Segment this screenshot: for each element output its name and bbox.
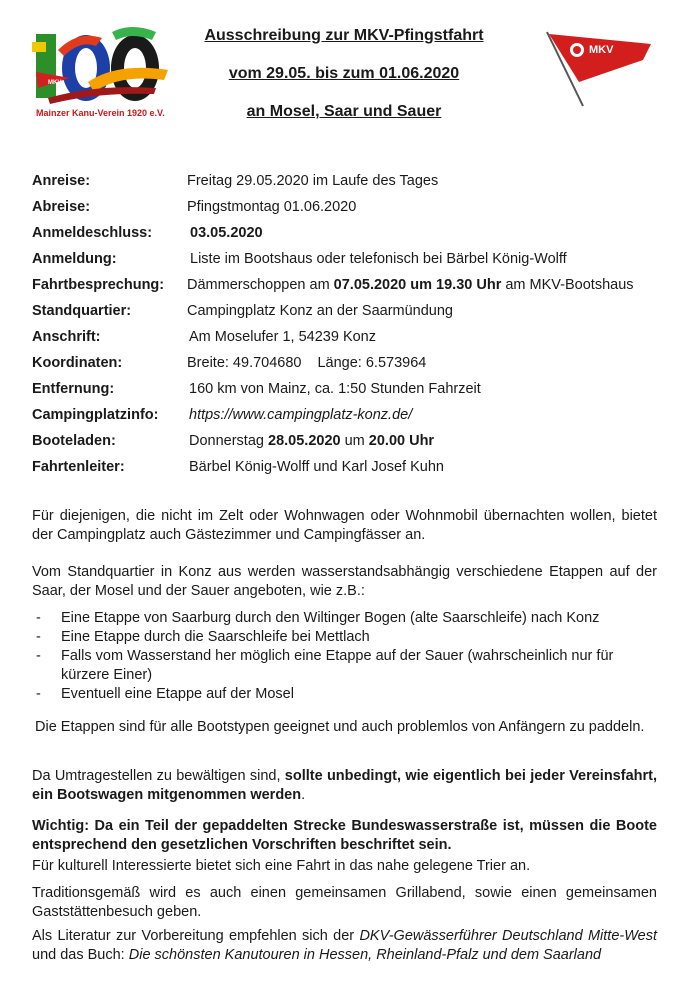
booteladen-value: Donnerstag 28.05.2020 um 20.00 Uhr [189,433,435,449]
paragraph-literatur: Als Literatur zur Vorbereitung empfehlen sich der DKV-Gewässerführer Deutschland Mitte-West und das Buch: Die schönsten Kanutouren in Hessen, Rheinland-Pfalz und dem Saarland [32,928,657,963]
book-title-kanutouren: Die schönsten Kanutouren in Hessen, Rheinland-Pfalz und dem Saarland [128,947,602,963]
list-item: - Falls vom Wasserstand her möglich eine Etappe auf der Sauer (wahrscheinlich nur für kürzere Einer) [36,648,614,683]
anmeldeschluss-value: 03.05.2020 [190,225,263,241]
paragraph-wichtig: Wichtig: Da ein Teil der gepaddelten Strecke Bundeswasserstraße ist, müssen die Boote entsprechend den gesetzlichen Vorschriften beschriftet sein. [32,818,657,853]
paragraph-etappen-intro: Vom Standquartier in Konz aus werden wasserstandsabhängig verschiedene Etappen auf der Saar, der Mosel und der Sauer angeboten, wie z.B.: [32,564,657,599]
anschrift-value: Am Moselufer 1, 54239 Konz [189,329,376,345]
abreise-value: Pfingstmontag 01.06.2020 [187,199,357,215]
standquartier-label: Standquartier: [32,303,132,319]
list-item: - Eine Etappe von Saarburg durch den Wiltinger Bogen (alte Saarschleife) nach Konz [36,610,600,626]
anreise-value: Freitag 29.05.2020 im Laufe des Tages [187,173,439,189]
koordinaten-label: Koordinaten: [32,355,123,371]
campingplatz-link[interactable]: https://www.campingplatz-konz.de/ [189,407,413,423]
standquartier-value: Campingplatz Konz an der Saarmündung [187,303,453,319]
paragraph-grillabend: Traditionsgemäß wird es auch einen gemeinsamen Grillabend, sowie einen gemeinsamen Gaststättenbesuch geben. [32,885,657,920]
paragraph-bootswagen: Da Umtragestellen zu bewältigen sind, sollte unbedingt, wie eigentlich bei jeder Vereinsfahrt, ein Bootswagen mitgenommen werden. [32,768,657,803]
fahrtenleiter-value: Bärbel König-Wolff und Karl Josef Kuhn [189,459,444,475]
koordinaten-laenge: Länge: 6.573964 [317,355,427,371]
koordinaten-value [187,354,662,372]
entfernung-label: Entfernung: [32,381,115,397]
title-line-3: an Mosel, Saar und Sauer [246,103,442,120]
document-title [178,24,510,120]
anmeldung-label: Anmeldung: [32,251,117,267]
paragraph-trier: Für kulturell Interessierte bietet sich eine Fahrt in das nahe gelegene Trier an. [32,858,531,874]
fahrtbesprechung-label: Fahrtbesprechung: [32,277,165,293]
etappen-list [32,609,657,704]
facts-table [32,172,662,476]
booteladen-label: Booteladen: [32,433,116,449]
abreise-label: Abreise: [32,199,91,215]
book-title-dkv: DKV-Gewässerführer Deutschland Mitte-West [359,928,657,944]
fahrtenleiter-label: Fahrtenleiter: [32,459,125,475]
anmeldung-value: Liste im Bootshaus oder telefonisch bei Bärbel König-Wolff [190,251,567,267]
campingplatzinfo-label: Campingplatzinfo: [32,407,159,423]
flag-text: MKV [589,44,614,56]
club-caption: Mainzer Kanu-Verein 1920 e.V. [36,108,165,118]
paragraph-bootstypen: Die Etappen sind für alle Bootstypen geeignet und auch problemlos von Anfängern zu paddeln. [35,719,645,735]
list-item: - Eine Etappe durch die Saarschleife bei Mettlach [36,629,370,645]
anschrift-label: Anschrift: [32,329,101,345]
anreise-label: Anreise: [32,173,91,189]
list-item: - Eventuell eine Etappe auf der Mosel [36,686,294,702]
fahrtbesprechung-value: Dämmerschoppen am 07.05.2020 um 19.30 Uhr am MKV-Bootshaus [187,277,634,293]
title-line-1: Ausschreibung zur MKV-Pfingstfahrt [204,27,484,44]
svg-text:MKV: MKV [48,80,62,86]
anmeldeschluss-label: Anmeldeschluss: [32,225,153,241]
entfernung-value: 160 km von Mainz, ca. 1:50 Stunden Fahrzeit [189,381,481,397]
club-flag-icon [543,28,655,110]
club-logo [28,22,188,122]
paragraph-zimmer: Für diejenigen, die nicht im Zelt oder Wohnwagen oder Wohnmobil übernachten wollen, bietet der Campingplatz auch Gästezimmer und Campingfässer an. [32,508,657,543]
title-line-2: vom 29.05. bis zum 01.06.2020 [228,65,460,82]
koordinaten-breite: Breite: 49.704680 [187,355,302,371]
